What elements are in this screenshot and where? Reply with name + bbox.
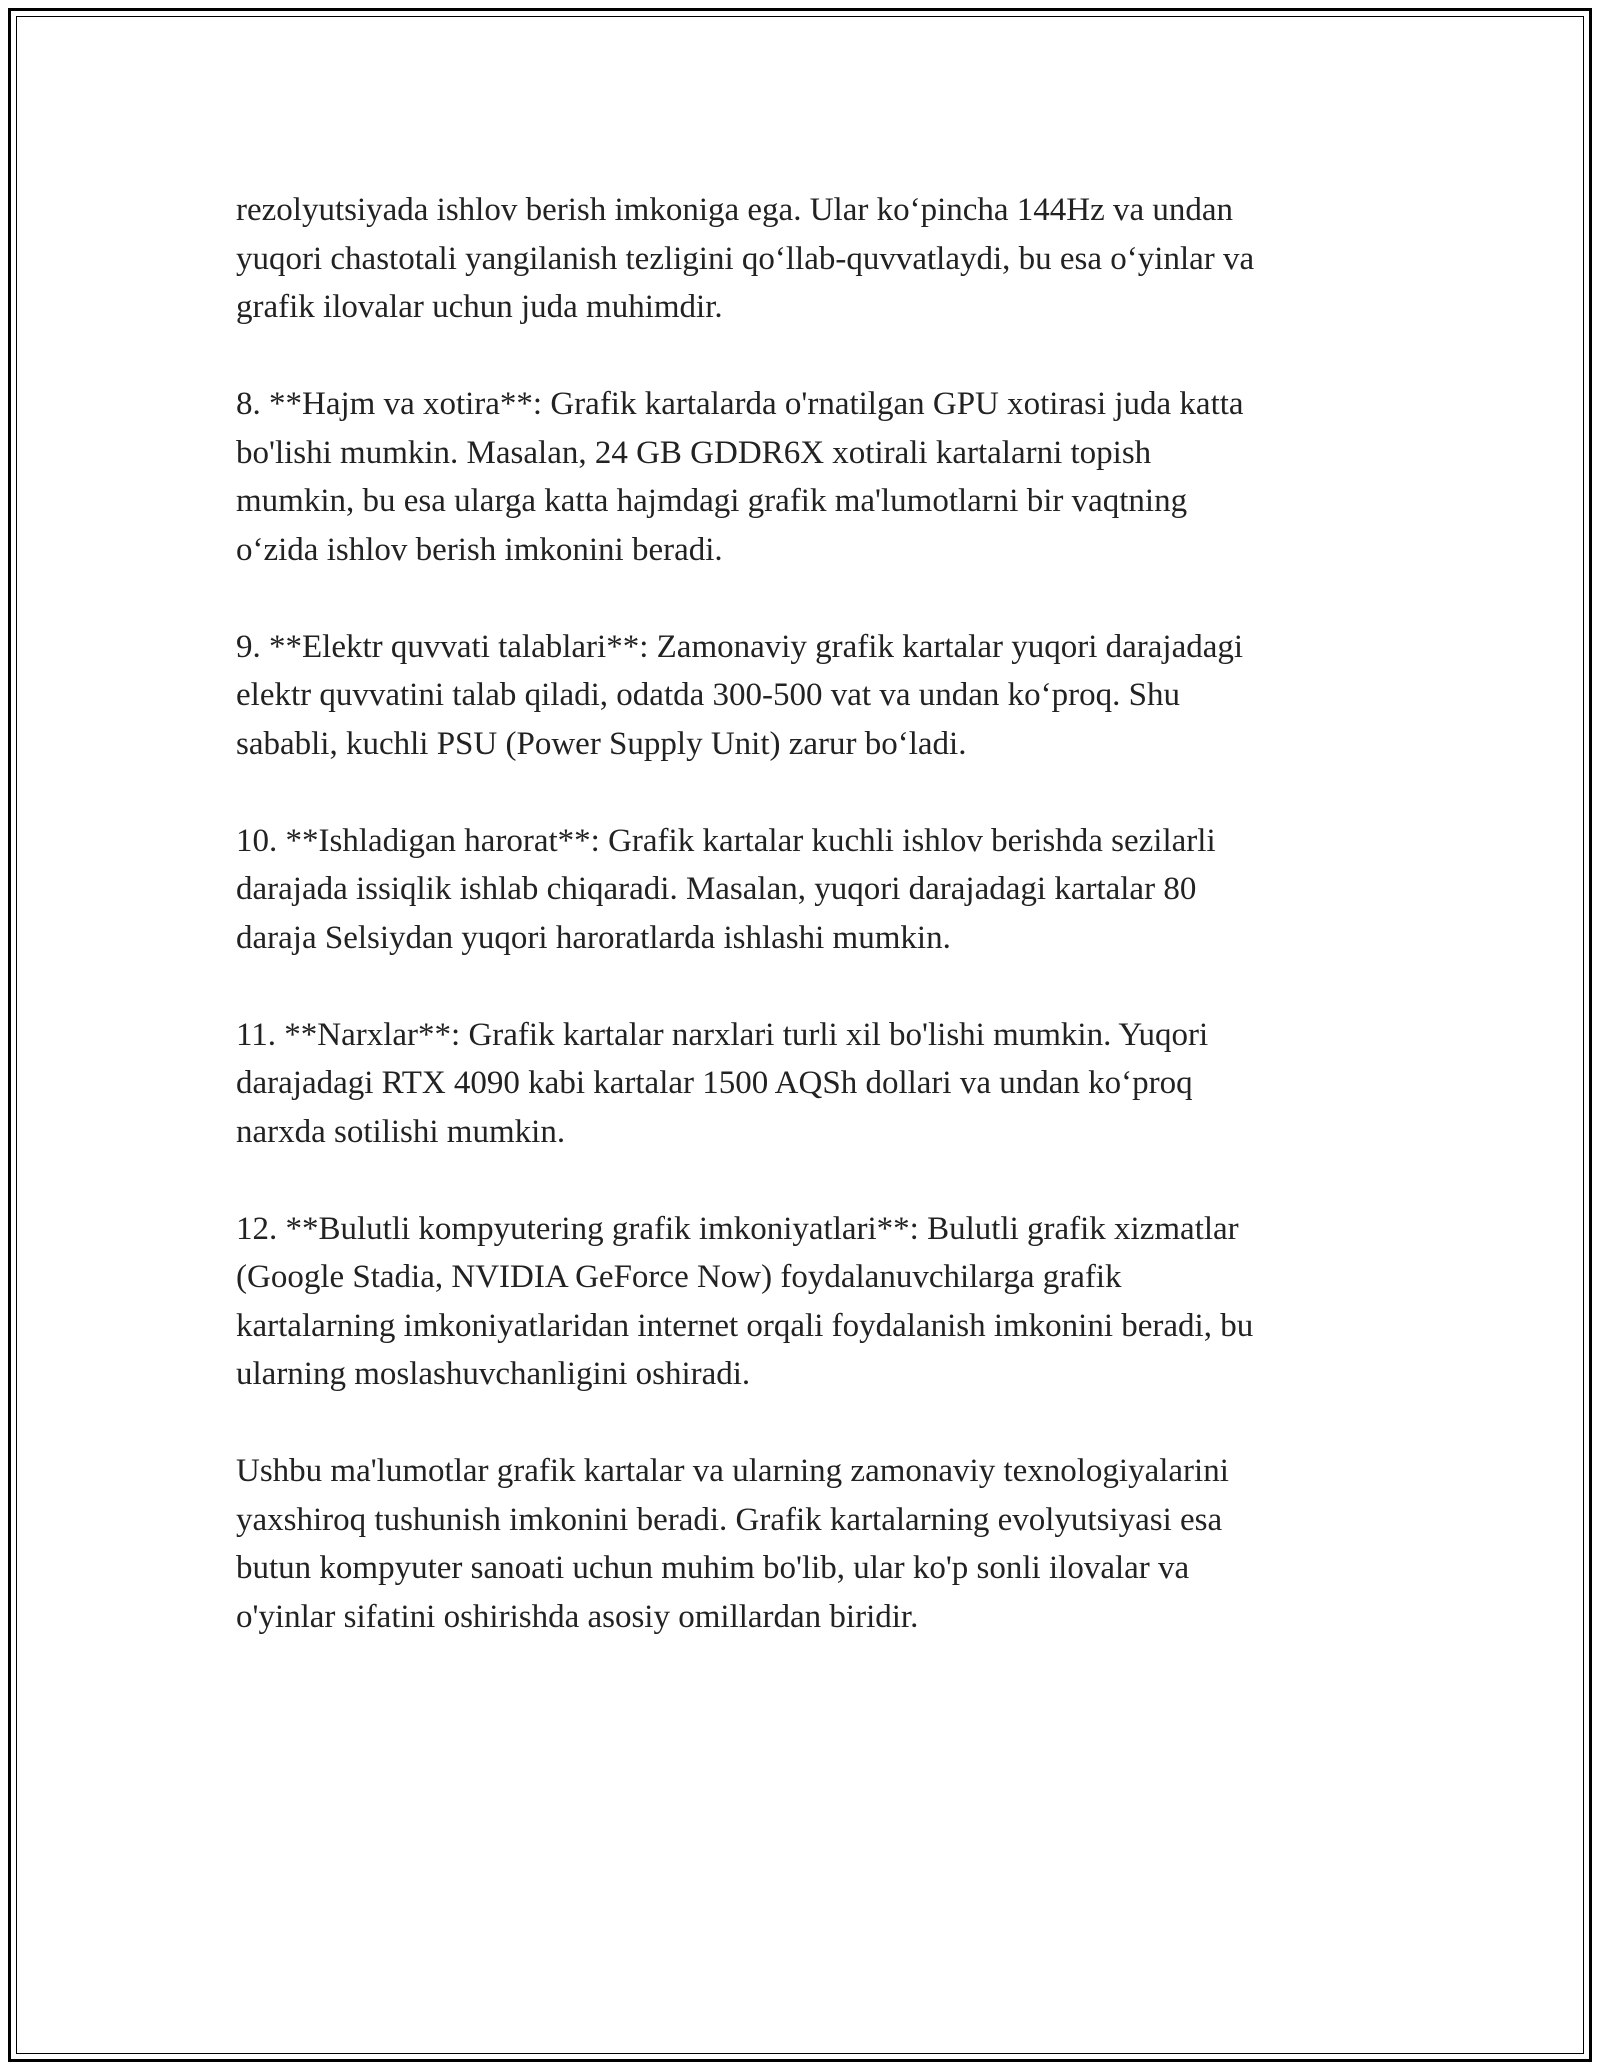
text-line: narxda sotilishi mumkin. [236, 1113, 566, 1150]
text-line: bo'lishi mumkin. Masalan, 24 GB GDDR6X xotirali kartalarni topish [236, 434, 1152, 471]
text-line: darajadagi RTX 4090 kabi kartalar 1500 AQSh dollari va undan ko‘proq [236, 1065, 1193, 1101]
text-line: kartalarning imkoniyatlaridan internet orqali foydalanish imkonini beradi, bu [236, 1307, 1254, 1344]
text-line: 12. **Bulutli kompyutering grafik imkoniyatlari**: Bulutli grafik xizmatlar [236, 1210, 1239, 1247]
text-line: 11. **Narxlar**: Grafik kartalar narxlari turli xil bo'lishi mumkin. Yuqori [236, 1016, 1209, 1053]
text-line: rezolyutsiyada ishlov berish imkoniga ega. Ular ko‘pincha 144Hz va undan [236, 192, 1234, 228]
text-line: elektr quvvatini talab qiladi, odatda 300-500 vat va undan ko‘proq. Shu [236, 677, 1180, 713]
text-line: 8. **Hajm va xotira**: Grafik kartalarda o'rnatilgan GPU xotirasi juda katta [236, 386, 1244, 422]
text-line: o'yinlar sifatini oshirishda asosiy omillardan biridir. [236, 1598, 919, 1635]
text-line: yuqori chastotali yangilanish tezligini qo‘llab-quvvatlaydi, bu esa o‘yinlar va [236, 240, 1255, 277]
paragraph-item-11-prices [236, 1011, 1386, 1157]
text-line: darajada issiqlik ishlab chiqaradi. Masalan, yuqori darajadagi kartalar 80 [236, 871, 1197, 907]
document-body [236, 186, 1386, 1690]
text-line: ularning moslashuvchanligini oshiradi. [236, 1356, 751, 1392]
paragraph-item-8-memory [236, 380, 1386, 574]
text-line: mumkin, bu esa ularga katta hajmdagi grafik ma'lumotlarni bir vaqtning [236, 483, 1188, 519]
text-line: 10. **Ishladigan harorat**: Grafik kartalar kuchli ishlov berishda sezilarli [236, 822, 1216, 859]
text-line: grafik ilovalar uchun juda muhimdir. [236, 289, 723, 325]
text-line: sababli, kuchli PSU (Power Supply Unit) zarur bo‘ladi. [236, 725, 967, 762]
text-line: butun kompyuter sanoati uchun muhim bo'lib, ular ko'p sonli ilovalar va [236, 1550, 1190, 1586]
text-line: daraja Selsiydan yuqori haroratlarda ishlashi mumkin. [236, 919, 951, 956]
text-line: Ushbu ma'lumotlar grafik kartalar va ularning zamonaviy texnologiyalarini [236, 1453, 1229, 1489]
paragraph-item-9-power [236, 623, 1386, 769]
paragraph-refresh-rate [236, 186, 1386, 332]
text-line: o‘zida ishlov berish imkonini beradi. [236, 531, 723, 568]
paragraph-item-10-temperature [236, 817, 1386, 963]
text-line: yaxshiroq tushunish imkonini beradi. Grafik kartalarning evolyutsiyasi esa [236, 1501, 1223, 1538]
paragraph-conclusion [236, 1447, 1386, 1641]
paragraph-item-12-cloud [236, 1205, 1386, 1399]
text-line: (Google Stadia, NVIDIA GeForce Now) foydalanuvchilarga grafik [236, 1259, 1122, 1295]
text-line: 9. **Elektr quvvati talablari**: Zamonaviy grafik kartalar yuqori darajadagi [236, 628, 1244, 665]
